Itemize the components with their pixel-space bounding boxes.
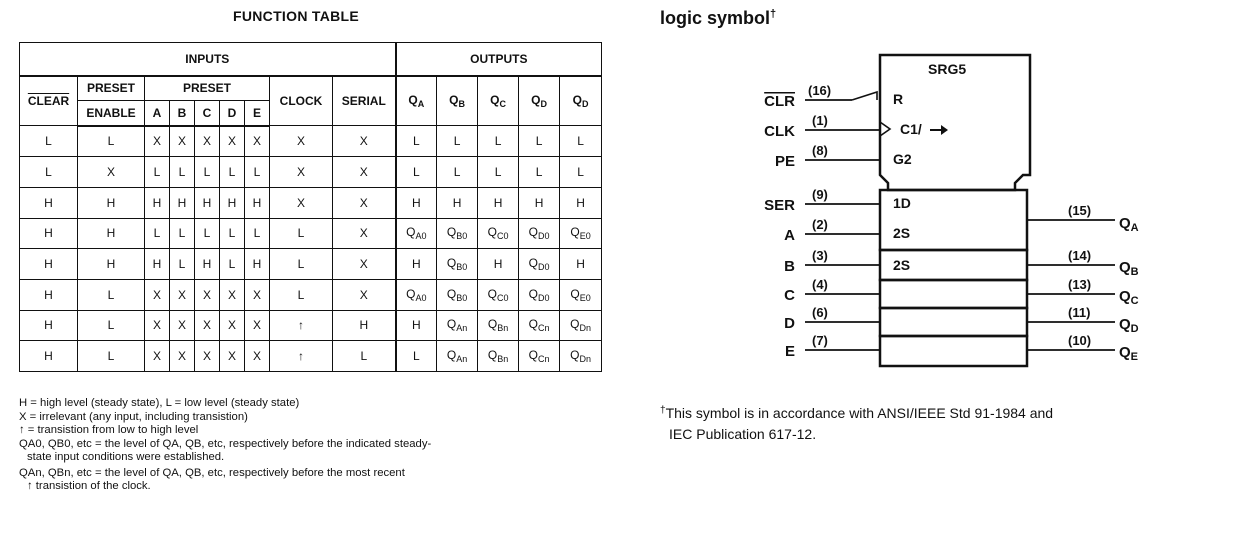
table-cell: X [245, 126, 270, 157]
table-cell: ↑ [270, 310, 333, 341]
table-cell: L [396, 126, 437, 157]
table-cell: H [245, 249, 270, 280]
table-cell: H [245, 187, 270, 218]
table-cell: H [170, 187, 195, 218]
input-clr-label: CLR [764, 93, 795, 110]
table-cell: H [78, 218, 145, 249]
table-cell: X [78, 157, 145, 188]
pin-number: (15) [1068, 203, 1092, 218]
note-line: ↑ = transistion from low to high level [19, 424, 199, 436]
table-cell: L [145, 157, 170, 188]
pin-number: (3) [812, 248, 828, 263]
table-cell: L [20, 126, 78, 157]
col-qa: $Q_A$ [396, 76, 437, 126]
table-cell: $Q_{A0}$ [396, 218, 437, 249]
input-clk-label: CLK [764, 123, 795, 140]
note-line: X = irrelevant (any input, including transistion) [19, 410, 248, 423]
table-cell: H [195, 187, 220, 218]
pin-number: (16) [808, 83, 832, 98]
col-enable: ENABLE [78, 101, 145, 126]
table-cell: L [396, 341, 437, 372]
table-cell: X [220, 341, 245, 372]
col-qd: $Q_D$ [519, 76, 560, 126]
table-cell: H [20, 310, 78, 341]
table-cell: $Q_{E0}$ [560, 218, 602, 249]
table-cell: X [195, 341, 220, 372]
note-line: H = high level (steady state), L = low level (steady state) [19, 397, 300, 409]
input-e-label: E [784, 343, 795, 360]
table-cell: L [396, 157, 437, 188]
table-cell: L [333, 341, 396, 372]
table-cell: L [145, 218, 170, 249]
table-cell: X [145, 279, 170, 310]
table-cell: X [195, 279, 220, 310]
output-qb-label: $Q_B$ [1119, 259, 1139, 278]
table-cell: X [333, 187, 396, 218]
table-cell: H [145, 249, 170, 280]
table-row [20, 157, 602, 188]
table-cell: X [333, 218, 396, 249]
function-table-body [20, 126, 602, 372]
pin-number: (4) [812, 277, 828, 292]
col-b: B [170, 101, 195, 126]
table-cell: X [170, 341, 195, 372]
input-a-label: A [784, 227, 795, 244]
register-cell-e [880, 336, 1027, 366]
col-serial: SERIAL [333, 76, 396, 126]
table-cell: X [145, 126, 170, 157]
c1-label: C1/ [900, 121, 922, 137]
table-cell: L [170, 249, 195, 280]
pin-number: (9) [812, 187, 828, 202]
table-cell: X [195, 126, 220, 157]
table-cell: L [245, 157, 270, 188]
symbol-footnote [660, 400, 1220, 445]
table-cell: $Q_{Dn}$ [560, 310, 602, 341]
pin-number: (7) [812, 333, 828, 348]
r-label: R [893, 91, 904, 107]
table-row [20, 310, 602, 341]
table-cell: L [20, 157, 78, 188]
table-cell: L [519, 126, 560, 157]
function-table [19, 42, 602, 372]
table-cell: H [396, 310, 437, 341]
inputs-header: INPUTS [20, 43, 396, 76]
outputs-header: OUTPUTS [396, 43, 602, 76]
table-cell: L [245, 218, 270, 249]
table-row [20, 126, 602, 157]
register-cell-c [880, 280, 1027, 308]
g2-label: G2 [893, 151, 912, 167]
pin-number: (2) [812, 217, 828, 232]
table-cell: X [270, 157, 333, 188]
table-cell: $Q_{Cn}$ [519, 310, 560, 341]
table-cell: H [478, 187, 519, 218]
table-cell: L [478, 126, 519, 157]
table-cell: X [170, 310, 195, 341]
logic-symbol-title: logic symbol† [660, 8, 777, 28]
table-cell: X [245, 310, 270, 341]
table-cell: X [220, 279, 245, 310]
logic-symbol-diagram [740, 50, 1160, 380]
col-clear: CLEAR [20, 76, 78, 126]
table-cell: X [170, 126, 195, 157]
table-cell: L [78, 341, 145, 372]
pin-number: (11) [1068, 305, 1091, 320]
table-cell: H [437, 187, 478, 218]
table-cell: L [170, 218, 195, 249]
function-table-notes [19, 397, 619, 494]
table-cell: H [20, 218, 78, 249]
table-cell: $Q_{C0}$ [478, 279, 519, 310]
table-cell: L [270, 249, 333, 280]
table-cell: H [78, 187, 145, 218]
cell-2s-label: 2S [893, 257, 911, 273]
table-cell: H [20, 341, 78, 372]
table-cell: L [78, 279, 145, 310]
col-preset-group: PRESET [145, 76, 270, 101]
table-cell: X [195, 310, 220, 341]
table-cell: $Q_{D0}$ [519, 218, 560, 249]
table-cell: H [20, 279, 78, 310]
table-cell: $Q_{An}$ [437, 310, 478, 341]
col-qb: $Q_B$ [437, 76, 478, 126]
note-line: state input conditions were established. [27, 451, 225, 463]
table-row [20, 249, 602, 280]
table-cell: X [145, 341, 170, 372]
col-preset: PRESET [78, 76, 145, 101]
shift-arrow-head-icon [941, 125, 948, 135]
footnote-line-1: †This symbol is in accordance with ANSI/IEEE Std 91-1984 and [660, 405, 1054, 421]
table-cell: H [396, 249, 437, 280]
cell-2s-label: 2S [893, 225, 911, 241]
table-cell: L [519, 157, 560, 188]
table-cell: X [220, 310, 245, 341]
table-cell: $Q_{B0}$ [437, 249, 478, 280]
table-cell: L [437, 126, 478, 157]
cell-1d-label: 1D [893, 195, 911, 211]
input-b-label: B [784, 258, 795, 275]
note-line: QAn, QBn, etc = the level of QA, QB, etc, respectively before the most recent [19, 466, 405, 479]
table-cell: H [560, 249, 602, 280]
table-cell: X [333, 249, 396, 280]
table-cell: $Q_{A0}$ [396, 279, 437, 310]
table-cell: H [220, 187, 245, 218]
col-e: E [245, 101, 270, 126]
pin-number: (6) [812, 305, 828, 320]
table-cell: $Q_{Bn}$ [478, 310, 519, 341]
table-cell: X [245, 341, 270, 372]
table-cell: L [220, 157, 245, 188]
pin-number: (1) [812, 113, 828, 128]
table-cell: $Q_{Cn}$ [519, 341, 560, 372]
table-cell: L [478, 157, 519, 188]
note-line: ↑ transistion of the clock. [27, 480, 151, 492]
output-qd-label: $Q_D$ [1119, 316, 1139, 335]
input-ser-label: SER [764, 197, 795, 214]
table-cell: $Q_{B0}$ [437, 218, 478, 249]
table-cell: ↑ [270, 341, 333, 372]
input-pe-label: PE [774, 153, 795, 170]
col-c: C [195, 101, 220, 126]
output-qe-label: $Q_E$ [1119, 344, 1139, 363]
input-d-label: D [784, 315, 795, 332]
table-cell: $Q_{An}$ [437, 341, 478, 372]
table-cell: H [195, 249, 220, 280]
table-cell: X [333, 279, 396, 310]
table-cell: $Q_{Bn}$ [478, 341, 519, 372]
table-row [20, 218, 602, 249]
table-cell: H [20, 249, 78, 280]
col-qd-2: $Q_D$ [560, 76, 602, 126]
table-cell: X [270, 187, 333, 218]
col-d: D [220, 101, 245, 126]
table-cell: H [20, 187, 78, 218]
block-label: SRG5 [928, 61, 967, 77]
note-line: QA0, QB0, etc = the level of QA, QB, etc, respectively before the indicated steady- [19, 437, 432, 450]
table-row [20, 279, 602, 310]
table-cell: L [220, 249, 245, 280]
table-cell: L [560, 157, 602, 188]
table-cell: $Q_{C0}$ [478, 218, 519, 249]
table-cell: H [560, 187, 602, 218]
table-cell: H [396, 187, 437, 218]
table-cell: L [195, 157, 220, 188]
table-cell: H [519, 187, 560, 218]
table-cell: L [270, 279, 333, 310]
table-cell: H [78, 249, 145, 280]
table-cell: $Q_{E0}$ [560, 279, 602, 310]
table-cell: X [333, 157, 396, 188]
pin-number: (8) [812, 143, 828, 158]
active-low-indicator-icon [852, 92, 877, 100]
table-cell: $Q_{D0}$ [519, 279, 560, 310]
table-row [20, 341, 602, 372]
output-qa-label: $Q_A$ [1119, 215, 1139, 234]
table-cell: L [220, 218, 245, 249]
table-cell: H [145, 187, 170, 218]
table-cell: L [78, 126, 145, 157]
table-cell: $Q_{B0}$ [437, 279, 478, 310]
register-cell-d [880, 308, 1027, 336]
table-cell: X [245, 279, 270, 310]
table-row [20, 187, 602, 218]
table-cell: L [437, 157, 478, 188]
table-cell: L [78, 310, 145, 341]
table-cell: H [333, 310, 396, 341]
col-clock: CLOCK [270, 76, 333, 126]
col-a: A [145, 101, 170, 126]
col-qc: $Q_C$ [478, 76, 519, 126]
pin-number: (14) [1068, 248, 1092, 263]
table-cell: L [170, 157, 195, 188]
table-cell: $Q_{Dn}$ [560, 341, 602, 372]
clock-triangle-icon [880, 122, 890, 136]
pin-number: (10) [1068, 333, 1092, 348]
table-cell: X [270, 126, 333, 157]
footnote-line-2: IEC Publication 617-12. [669, 426, 817, 442]
table-cell: L [270, 218, 333, 249]
table-cell: L [560, 126, 602, 157]
table-cell: $Q_{D0}$ [519, 249, 560, 280]
input-c-label: C [784, 287, 795, 304]
table-cell: X [170, 279, 195, 310]
table-cell: X [333, 126, 396, 157]
table-cell: H [478, 249, 519, 280]
table-cell: L [195, 218, 220, 249]
table-cell: X [220, 126, 245, 157]
pin-number: (13) [1068, 277, 1092, 292]
function-table-title: FUNCTION TABLE [233, 8, 360, 24]
table-cell: X [145, 310, 170, 341]
output-qc-label: $Q_C$ [1119, 288, 1139, 307]
